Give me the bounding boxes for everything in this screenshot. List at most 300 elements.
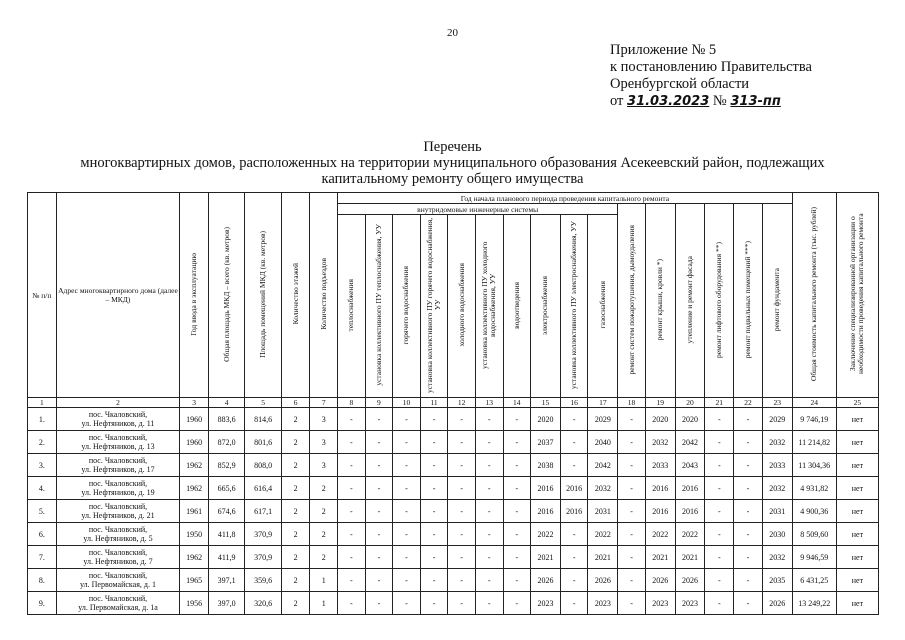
data-cell: 4 931,82 — [792, 477, 836, 500]
data-cell: - — [365, 592, 393, 615]
data-cell: - — [734, 546, 763, 569]
data-cell: - — [475, 546, 503, 569]
data-cell: - — [560, 569, 588, 592]
address-street: ул. Нефтяников, д. 7 — [83, 557, 153, 566]
data-cell: 1 — [310, 569, 338, 592]
data-cell: нет — [836, 454, 878, 477]
column-number: 3 — [180, 398, 209, 408]
data-cell: 2032 — [645, 431, 675, 454]
data-cell: - — [420, 592, 448, 615]
data-cell: 3 — [310, 431, 338, 454]
data-cell: 397,0 — [208, 592, 244, 615]
data-cell: 2026 — [675, 569, 705, 592]
data-cell: 1960 — [180, 408, 209, 431]
data-cell: 2 — [281, 500, 310, 523]
data-cell: 808,0 — [245, 454, 281, 477]
data-cell: - — [734, 408, 763, 431]
data-cell: - — [338, 592, 366, 615]
data-cell: - — [560, 546, 588, 569]
data-cell: 11 214,82 — [792, 431, 836, 454]
data-cell: - — [420, 546, 448, 569]
data-cell: нет — [836, 546, 878, 569]
data-cell: - — [618, 546, 646, 569]
address-street: ул. Нефтяников, д. 19 — [81, 488, 155, 497]
data-cell: - — [365, 454, 393, 477]
data-cell: - — [393, 454, 421, 477]
appendix-block — [610, 42, 812, 110]
data-cell: 2021 — [588, 546, 618, 569]
data-cell: - — [365, 569, 393, 592]
data-cell: 2030 — [762, 523, 792, 546]
data-cell: - — [705, 569, 734, 592]
decree-date: 31.03.2023 — [627, 94, 710, 109]
data-cell: - — [338, 408, 366, 431]
header-total-cost: Общая стоимость капитального ремонта (тыс. рублей) — [792, 193, 836, 398]
data-cell: 2 — [281, 592, 310, 615]
address-cell — [56, 477, 180, 500]
data-cell: 2043 — [675, 454, 705, 477]
table-row — [28, 500, 879, 523]
data-cell: - — [705, 546, 734, 569]
header-sewerage: водоотведения — [503, 215, 531, 398]
table-row — [28, 546, 879, 569]
header-engineering: внутридомовые инженерные системы — [338, 204, 618, 215]
address-settlement: пос. Чкаловский, — [88, 410, 148, 419]
data-cell: 2040 — [588, 431, 618, 454]
data-cell: 9 946,59 — [792, 546, 836, 569]
data-cell: - — [393, 408, 421, 431]
data-cell: 2035 — [762, 569, 792, 592]
data-cell: 2026 — [531, 569, 561, 592]
title-line-1: Перечень — [423, 139, 482, 155]
data-cell: - — [503, 454, 531, 477]
data-cell: - — [448, 500, 476, 523]
data-cell: - — [503, 408, 531, 431]
appendix-date-line — [610, 93, 812, 110]
data-cell: 2 — [281, 523, 310, 546]
data-cell: 2029 — [762, 408, 792, 431]
column-numbers-row — [28, 398, 879, 408]
data-cell: - — [475, 431, 503, 454]
data-cell: 2021 — [645, 546, 675, 569]
data-cell: 2037 — [531, 431, 561, 454]
data-cell: - — [420, 477, 448, 500]
data-cell: - — [705, 454, 734, 477]
data-cell: - — [338, 523, 366, 546]
date-prefix: от — [610, 93, 624, 109]
row-number: 4. — [28, 477, 57, 500]
data-cell: 2026 — [588, 569, 618, 592]
column-number: 22 — [734, 398, 763, 408]
data-cell: 2033 — [762, 454, 792, 477]
address-settlement: пос. Чкаловский, — [88, 479, 148, 488]
data-cell: 2033 — [645, 454, 675, 477]
data-cell: - — [618, 431, 646, 454]
data-cell: - — [734, 500, 763, 523]
data-cell: - — [560, 592, 588, 615]
data-cell: - — [475, 477, 503, 500]
data-cell: - — [734, 523, 763, 546]
data-cell: 9 746,19 — [792, 408, 836, 431]
page-number: 20 — [447, 27, 458, 39]
data-cell: 2022 — [645, 523, 675, 546]
data-cell: - — [448, 408, 476, 431]
data-cell: - — [618, 500, 646, 523]
data-cell: - — [420, 408, 448, 431]
row-number: 9. — [28, 592, 57, 615]
column-number: 18 — [618, 398, 646, 408]
data-cell: - — [705, 477, 734, 500]
data-cell: - — [503, 500, 531, 523]
column-number: 9 — [365, 398, 393, 408]
data-cell: - — [420, 500, 448, 523]
data-cell: - — [734, 454, 763, 477]
column-number: 20 — [675, 398, 705, 408]
column-number: 25 — [836, 398, 878, 408]
data-cell: 2022 — [588, 523, 618, 546]
data-cell: - — [393, 569, 421, 592]
data-cell: - — [734, 477, 763, 500]
data-cell: - — [393, 477, 421, 500]
column-number: 16 — [560, 398, 588, 408]
data-cell: - — [448, 569, 476, 592]
data-cell: 3 — [310, 408, 338, 431]
data-cell: 674,6 — [208, 500, 244, 523]
column-number: 4 — [208, 398, 244, 408]
data-cell: - — [393, 592, 421, 615]
data-cell: 397,1 — [208, 569, 244, 592]
data-cell: нет — [836, 500, 878, 523]
data-cell: 2016 — [531, 477, 561, 500]
data-cell: 814,6 — [245, 408, 281, 431]
data-cell: 320,6 — [245, 592, 281, 615]
data-cell: 852,9 — [208, 454, 244, 477]
data-cell: - — [503, 477, 531, 500]
header-conclusion: Заключение специализированной организации о необходимости проведения капитального ремонта — [836, 193, 878, 398]
header-floors: Количество этажей — [281, 193, 310, 398]
data-cell: 2016 — [645, 477, 675, 500]
data-cell: нет — [836, 523, 878, 546]
row-number: 3. — [28, 454, 57, 477]
data-cell: - — [475, 500, 503, 523]
address-street: ул. Нефтяников, д. 17 — [81, 465, 155, 474]
data-cell: 2016 — [645, 500, 675, 523]
data-cell: - — [420, 523, 448, 546]
address-cell — [56, 431, 180, 454]
data-cell: 2038 — [531, 454, 561, 477]
column-number: 10 — [393, 398, 421, 408]
data-cell: 1962 — [180, 454, 209, 477]
data-cell: - — [618, 569, 646, 592]
data-cell: - — [393, 546, 421, 569]
data-cell: нет — [836, 569, 878, 592]
address-settlement: пос. Чкаловский, — [88, 548, 148, 557]
data-cell: 2026 — [645, 569, 675, 592]
appendix-line-3: Оренбургской области — [610, 76, 750, 92]
data-cell: 2 — [310, 546, 338, 569]
header-address: Адрес многоквартирного дома (далее – МКД) — [56, 193, 180, 398]
data-cell: - — [420, 569, 448, 592]
address-settlement: пос. Чкаловский, — [88, 502, 148, 511]
table-row — [28, 408, 879, 431]
address-street: ул. Нефтяников, д. 13 — [81, 442, 155, 451]
address-street: ул. Нефтяников, д. 5 — [83, 534, 153, 543]
data-cell: - — [503, 523, 531, 546]
header-no: № п/п — [28, 193, 57, 398]
data-cell: 2016 — [560, 477, 588, 500]
header-entrances: Количество подъездов — [310, 193, 338, 398]
header-electricity: электроснабжения — [531, 215, 561, 398]
header-heating-meter: установка коллективного ПУ теплоснабжения, УУ — [365, 215, 393, 398]
data-cell: 2016 — [675, 477, 705, 500]
data-cell: - — [365, 546, 393, 569]
data-cell: 3 — [310, 454, 338, 477]
data-cell: 2020 — [645, 408, 675, 431]
data-cell: 2 — [281, 408, 310, 431]
data-cell: - — [365, 431, 393, 454]
title-line-2: многоквартирных домов, расположенных на территории муниципального образования Асекеевский район, подлежащих — [80, 155, 825, 171]
data-cell: 1962 — [180, 477, 209, 500]
decree-number: 313-пп — [730, 94, 781, 109]
table-row — [28, 477, 879, 500]
header-basement: ремонт подвальных помещений ***) — [734, 204, 763, 398]
data-cell: - — [705, 500, 734, 523]
column-number: 2 — [56, 398, 180, 408]
data-cell: 665,6 — [208, 477, 244, 500]
data-cell: - — [503, 569, 531, 592]
address-settlement: пос. Чкаловский, — [88, 456, 148, 465]
data-cell: 359,6 — [245, 569, 281, 592]
header-fire-systems: ремонт систем пожаротушения, дымоудаления — [618, 204, 646, 398]
address-cell — [56, 592, 180, 615]
data-cell: - — [448, 523, 476, 546]
data-cell: нет — [836, 592, 878, 615]
data-cell: - — [618, 408, 646, 431]
data-cell: - — [393, 500, 421, 523]
data-cell: нет — [836, 408, 878, 431]
data-cell: - — [503, 592, 531, 615]
data-cell: 872,0 — [208, 431, 244, 454]
header-hot-water: горячего водоснабжения — [393, 215, 421, 398]
table-row — [28, 523, 879, 546]
row-number: 6. — [28, 523, 57, 546]
appendix-line-1: Приложение № 5 — [610, 42, 717, 58]
data-cell: - — [705, 592, 734, 615]
data-cell: 11 304,36 — [792, 454, 836, 477]
data-cell: 2 — [281, 454, 310, 477]
data-cell: 2021 — [675, 546, 705, 569]
data-cell: - — [448, 454, 476, 477]
column-number: 6 — [281, 398, 310, 408]
data-cell: 2016 — [675, 500, 705, 523]
data-cell: 6 431,25 — [792, 569, 836, 592]
column-number: 15 — [531, 398, 561, 408]
data-cell: нет — [836, 431, 878, 454]
address-settlement: пос. Чкаловский, — [88, 594, 148, 603]
table-row — [28, 454, 879, 477]
data-cell: - — [560, 431, 588, 454]
data-cell: - — [393, 431, 421, 454]
data-cell: 2023 — [531, 592, 561, 615]
data-cell: - — [338, 431, 366, 454]
data-cell: - — [618, 592, 646, 615]
data-cell: 13 249,22 — [792, 592, 836, 615]
table-row — [28, 431, 879, 454]
data-cell: - — [475, 408, 503, 431]
data-cell: 2032 — [588, 477, 618, 500]
data-cell: 370,9 — [245, 546, 281, 569]
data-cell: - — [475, 454, 503, 477]
data-cell: 2 — [310, 500, 338, 523]
row-number: 8. — [28, 569, 57, 592]
data-cell: 2023 — [645, 592, 675, 615]
data-cell: 2031 — [588, 500, 618, 523]
title-line-3: капитальному ремонту общего имущества — [321, 171, 584, 187]
data-cell: 4 900,36 — [792, 500, 836, 523]
address-cell — [56, 500, 180, 523]
data-cell: - — [734, 431, 763, 454]
data-cell: 2 — [281, 477, 310, 500]
data-cell: - — [503, 546, 531, 569]
column-number: 17 — [588, 398, 618, 408]
data-cell: - — [420, 431, 448, 454]
address-street: ул. Первомайская, д. 1а — [78, 603, 158, 612]
address-street: ул. Нефтяников, д. 21 — [81, 511, 155, 520]
data-cell: 2032 — [762, 477, 792, 500]
data-cell: 2042 — [588, 454, 618, 477]
data-cell: 2016 — [531, 500, 561, 523]
column-number: 23 — [762, 398, 792, 408]
data-cell: - — [338, 454, 366, 477]
data-cell: - — [475, 569, 503, 592]
data-cell: - — [338, 500, 366, 523]
table-row — [28, 592, 879, 615]
data-cell: 883,6 — [208, 408, 244, 431]
data-cell: - — [338, 477, 366, 500]
header-year-built: Год ввода в эксплуатацию — [180, 193, 209, 398]
appendix-line-2: к постановлению Правительства — [610, 59, 812, 75]
column-number: 21 — [705, 398, 734, 408]
table-row — [28, 569, 879, 592]
data-cell: 1950 — [180, 523, 209, 546]
data-cell: - — [705, 523, 734, 546]
data-cell: 8 509,60 — [792, 523, 836, 546]
data-cell: 411,9 — [208, 546, 244, 569]
row-number: 1. — [28, 408, 57, 431]
data-cell: 2026 — [762, 592, 792, 615]
data-cell: 2022 — [675, 523, 705, 546]
address-street: ул. Нефтяников, д. 11 — [81, 419, 155, 428]
data-cell: - — [448, 592, 476, 615]
data-cell: - — [365, 477, 393, 500]
address-cell — [56, 408, 180, 431]
data-cell: 1962 — [180, 546, 209, 569]
address-settlement: пос. Чкаловский, — [88, 525, 148, 534]
header-electricity-meter: установка коллективного ПУ электроснабжения, УУ — [560, 215, 588, 398]
data-cell: 2021 — [531, 546, 561, 569]
header-cold-water: холодного водоснабжения — [448, 215, 476, 398]
data-cell: 2 — [310, 477, 338, 500]
column-number: 1 — [28, 398, 57, 408]
row-number: 2. — [28, 431, 57, 454]
column-number: 8 — [338, 398, 366, 408]
column-number: 11 — [420, 398, 448, 408]
data-cell: - — [734, 569, 763, 592]
data-cell: - — [734, 592, 763, 615]
data-cell: 2023 — [675, 592, 705, 615]
data-cell: 1961 — [180, 500, 209, 523]
data-cell: 2 — [310, 523, 338, 546]
data-cell: 616,4 — [245, 477, 281, 500]
header-gas: газоснабжения — [588, 215, 618, 398]
document-title — [0, 139, 905, 187]
data-cell: 617,1 — [245, 500, 281, 523]
column-number: 13 — [475, 398, 503, 408]
data-cell: 1956 — [180, 592, 209, 615]
data-cell: 1 — [310, 592, 338, 615]
column-number: 24 — [792, 398, 836, 408]
data-cell: - — [365, 500, 393, 523]
data-cell: - — [393, 523, 421, 546]
data-cell: - — [365, 523, 393, 546]
row-number: 5. — [28, 500, 57, 523]
data-cell: 2032 — [762, 546, 792, 569]
data-cell: - — [503, 431, 531, 454]
data-cell: - — [475, 592, 503, 615]
houses-table — [27, 192, 879, 615]
address-street: ул. Первомайская, д. 1 — [79, 580, 156, 589]
data-cell: - — [365, 408, 393, 431]
header-period: Год начала планового периода проведения капитального ремонта — [338, 193, 793, 204]
data-cell: - — [560, 523, 588, 546]
header-foundation: ремонт фундамента — [762, 204, 792, 398]
data-cell: 1965 — [180, 569, 209, 592]
data-cell: 2032 — [762, 431, 792, 454]
data-cell: - — [420, 454, 448, 477]
address-cell — [56, 546, 180, 569]
header-heating: теплоснабжения — [338, 215, 366, 398]
column-number: 14 — [503, 398, 531, 408]
data-cell: - — [338, 546, 366, 569]
header-premises-area: Площадь помещений МКД (кв. метров) — [245, 193, 281, 398]
data-cell: 2020 — [675, 408, 705, 431]
column-number: 19 — [645, 398, 675, 408]
data-cell: - — [475, 523, 503, 546]
row-number: 7. — [28, 546, 57, 569]
data-cell: 370,9 — [245, 523, 281, 546]
header-roof: ремонт крыши, кровли *) — [645, 204, 675, 398]
column-number: 7 — [310, 398, 338, 408]
address-cell — [56, 454, 180, 477]
data-cell: 2022 — [531, 523, 561, 546]
data-cell: - — [618, 523, 646, 546]
data-cell: - — [618, 477, 646, 500]
data-cell: 2 — [281, 569, 310, 592]
data-cell: - — [448, 546, 476, 569]
data-cell: 2 — [281, 546, 310, 569]
data-cell: 2016 — [560, 500, 588, 523]
data-cell: 2023 — [588, 592, 618, 615]
table-body — [28, 398, 879, 615]
address-settlement: пос. Чкаловский, — [88, 433, 148, 442]
data-cell: 2020 — [531, 408, 561, 431]
header-facade: утепление и ремонт фасада — [675, 204, 705, 398]
header-hot-water-meter: установка коллективного ПУ горячего водоснабжения, УУ — [420, 215, 448, 398]
data-cell: - — [448, 431, 476, 454]
address-cell — [56, 569, 180, 592]
data-cell: 2029 — [588, 408, 618, 431]
data-cell: 1960 — [180, 431, 209, 454]
